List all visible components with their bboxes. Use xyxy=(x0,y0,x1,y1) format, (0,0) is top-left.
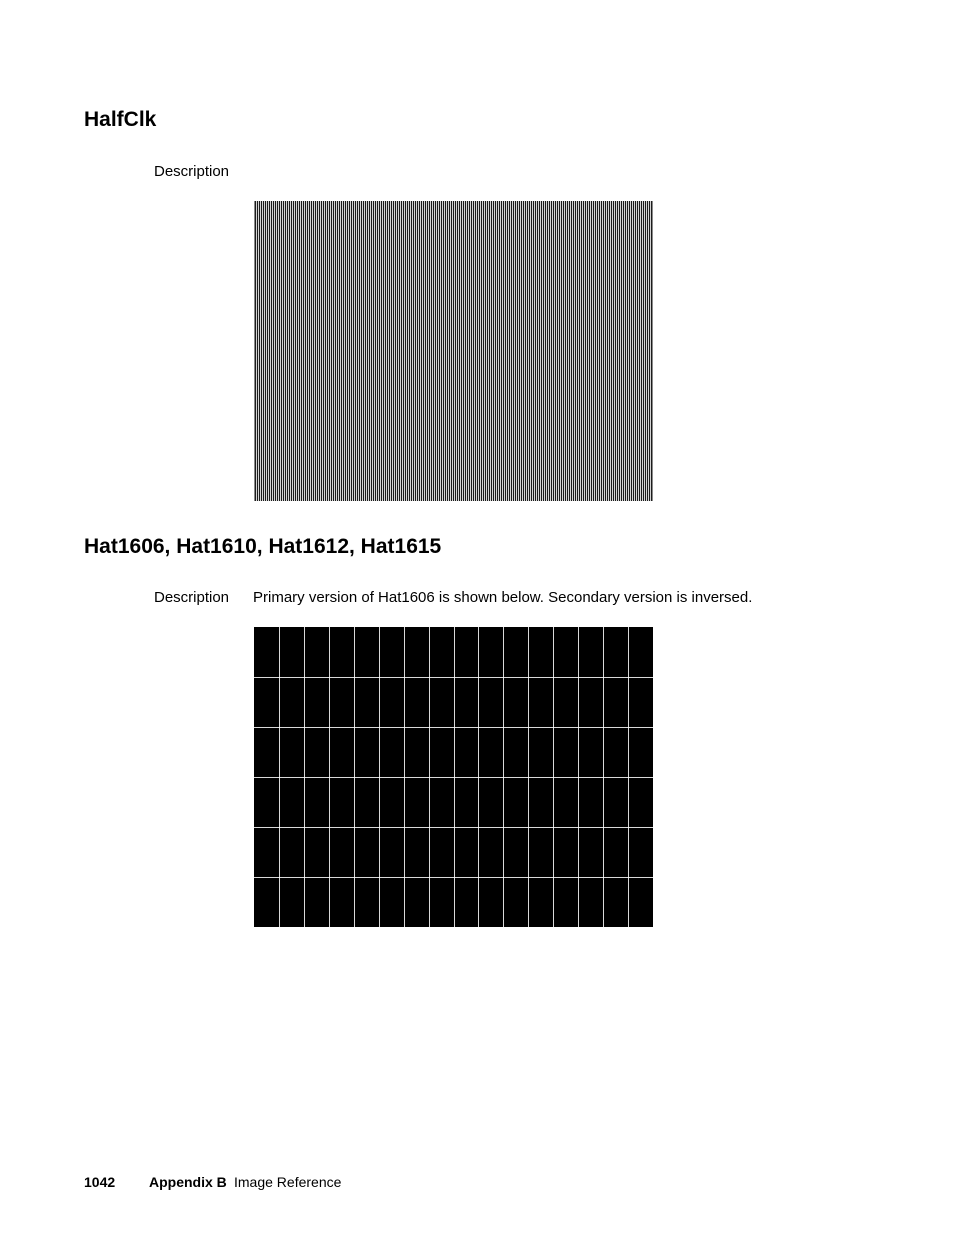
hat-grid-svg xyxy=(254,627,653,927)
description-label-hat: Description xyxy=(154,589,230,606)
hat1606-pattern-image xyxy=(254,627,653,927)
halfclk-pattern-image xyxy=(254,201,653,501)
section-title-halfclk: HalfClk xyxy=(84,108,157,131)
description-text-hat: Primary version of Hat1606 is shown below. Secondary version is inversed. xyxy=(253,589,753,606)
description-label-halfclk: Description xyxy=(154,163,230,180)
section-title-hat: Hat1606, Hat1610, Hat1612, Hat1615 xyxy=(84,535,442,558)
footer-chapter: Image Reference xyxy=(234,1174,342,1190)
page-number: 1042 xyxy=(84,1174,116,1190)
footer-appendix: Appendix B xyxy=(149,1174,227,1190)
